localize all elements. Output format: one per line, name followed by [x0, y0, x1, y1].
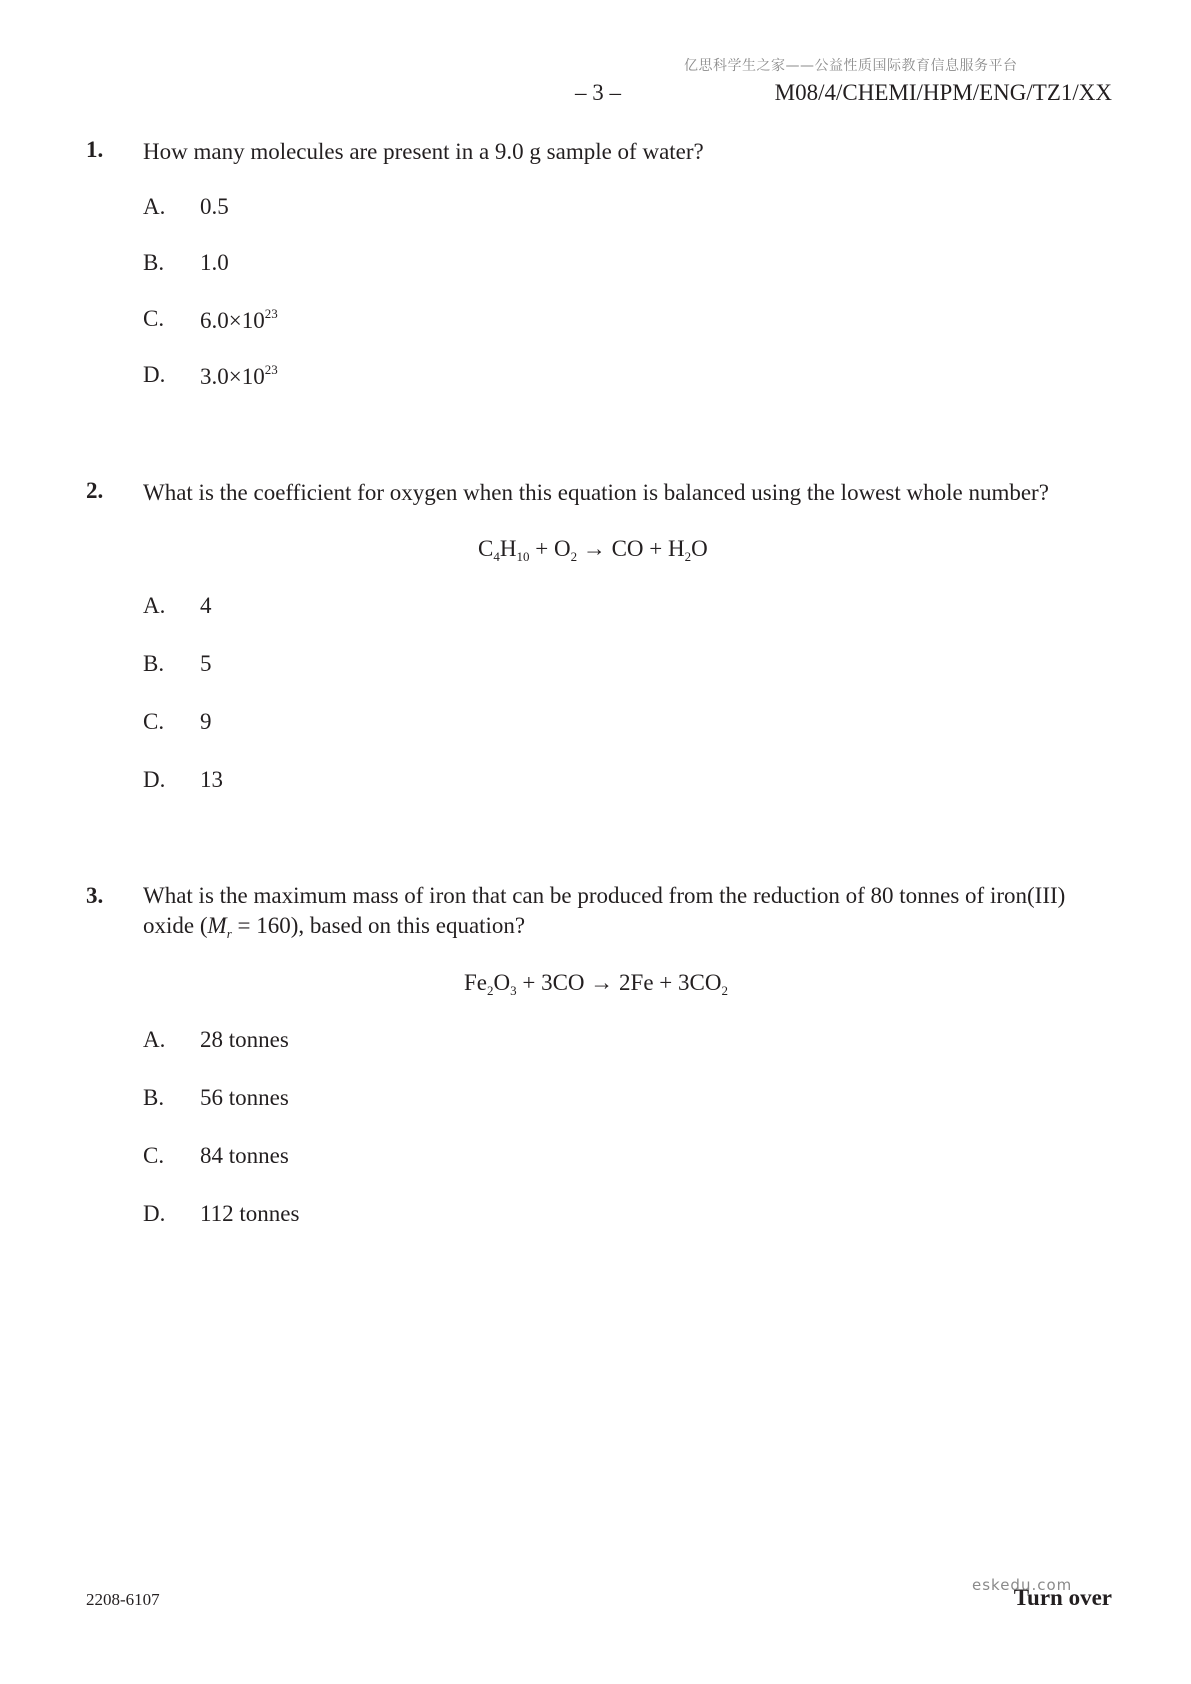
- q3-option-d-letter: D.: [143, 1201, 166, 1226]
- q1-option-d-text: [200, 362, 278, 390]
- q1-option-d-letter: D.: [143, 362, 166, 387]
- question-1-number: 1.: [86, 137, 104, 162]
- q3-option-b-text: 56 tonnes: [200, 1085, 289, 1110]
- q1-option-d-mantissa: 3.0×10: [200, 364, 265, 389]
- q1-option-a-letter: A.: [143, 194, 166, 219]
- turn-over-label: Turn over: [1013, 1585, 1112, 1610]
- molar-mass-symbol: M: [207, 913, 227, 938]
- footer-watermark: eskedu.com: [972, 1576, 1073, 1594]
- question-2-equation: $C_4H_{10} + O_2$ → CO + $H_2O$: [478, 536, 708, 564]
- q3-option-c-text: 84 tonnes: [200, 1143, 289, 1168]
- q3-option-c-letter: C.: [143, 1143, 165, 1168]
- q2-option-d-text: 13: [200, 767, 223, 792]
- q1-option-c-mantissa: 6.0×10: [200, 308, 265, 333]
- q2-option-d-letter: D.: [143, 767, 166, 792]
- header-watermark: 亿思科学生之家——公益性质国际教育信息服务平台: [684, 58, 1018, 74]
- footer-code: 2208-6107: [86, 1590, 160, 1609]
- q2-option-a-letter: A.: [143, 593, 166, 618]
- q1-option-b-text: 1.0: [200, 250, 229, 275]
- q1-option-b-letter: B.: [143, 250, 165, 275]
- q1-option-c-letter: C.: [143, 306, 165, 331]
- question-3-equation: $Fe_2O_3 + 3CO \to 2Fe + 3CO_2$: [464, 970, 728, 998]
- molar-mass-subscript: r: [226, 926, 232, 941]
- question-3-number: 3.: [86, 883, 104, 908]
- q1-option-d-exponent: 23: [264, 362, 278, 377]
- q2-option-b-letter: B.: [143, 651, 165, 676]
- q1-option-c-exponent: 23: [264, 306, 278, 321]
- question-3-text-line2: oxide $(M_r = 160)$, based on this equation?: [143, 913, 526, 941]
- paper-code: M08/4/CHEMI/HPM/ENG/TZ1/XX: [774, 80, 1112, 105]
- question-2-text: What is the coefficient for oxygen when this equation is balanced using the lowest whole number?: [143, 480, 1049, 505]
- q3-option-a-text: 28 tonnes: [200, 1027, 289, 1052]
- q3-option-d-text: 112 tonnes: [200, 1201, 300, 1226]
- question-2-number: 2.: [86, 478, 104, 503]
- q2-option-c-letter: C.: [143, 709, 165, 734]
- q1-option-c-text: [200, 306, 278, 334]
- q1-option-a-text: 0.5: [200, 194, 229, 219]
- q2-option-a-text: 4: [200, 593, 212, 618]
- page-number: – 3 –: [575, 80, 621, 105]
- q3-option-b-letter: B.: [143, 1085, 165, 1110]
- question-1-text: How many molecules are present in a 9.0 g sample of water?: [143, 139, 704, 164]
- question-3-text-line1: What is the maximum mass of iron that can be produced from the reduction of 80 tonnes of iron(III): [143, 883, 1066, 908]
- q2-option-c-text: 9: [200, 709, 212, 734]
- q2-option-b-text: 5: [200, 651, 212, 676]
- q3-option-a-letter: A.: [143, 1027, 166, 1052]
